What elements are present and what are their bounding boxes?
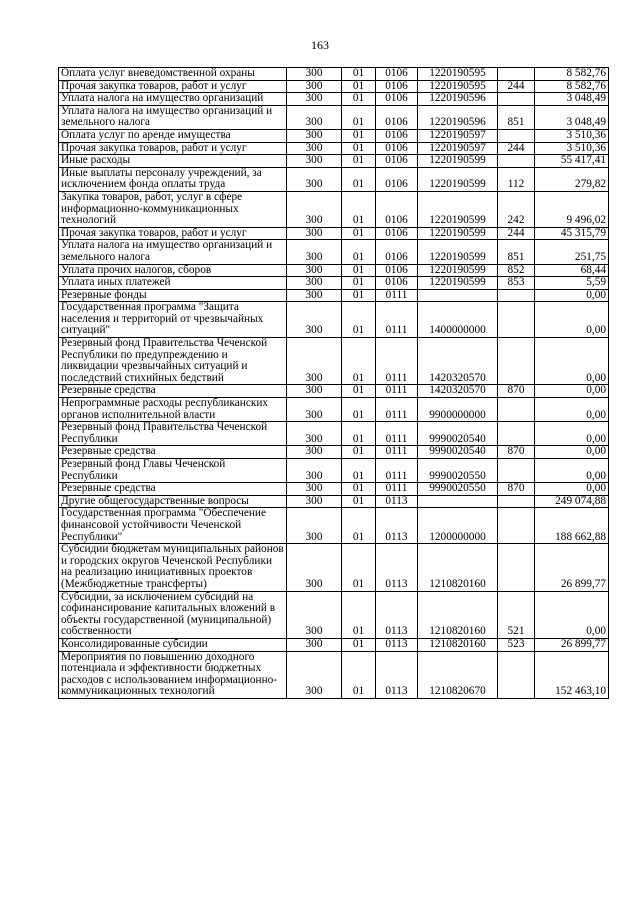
table-row <box>59 338 609 385</box>
section-code-cell: 01 <box>342 651 376 698</box>
target-item-code-cell <box>418 495 498 508</box>
table-row <box>59 191 609 227</box>
table-row <box>59 68 609 81</box>
ministry-code-cell: 300 <box>287 422 342 446</box>
amount-cell: 26 899,77 <box>535 544 609 591</box>
subsection-code-cell: 0106 <box>376 227 418 240</box>
subsection-code-cell: 0106 <box>376 240 418 264</box>
target-item-code-cell: 9990020540 <box>418 422 498 446</box>
ministry-code-cell: 300 <box>287 142 342 155</box>
ministry-code-cell: 300 <box>287 240 342 264</box>
subsection-code-cell: 0111 <box>376 422 418 446</box>
amount-cell: 249 074,88 <box>535 495 609 508</box>
expense-type-code-cell <box>498 459 535 483</box>
ministry-code-cell: 300 <box>287 591 342 638</box>
section-code-cell: 01 <box>342 93 376 106</box>
subsection-code-cell: 0106 <box>376 105 418 129</box>
expense-type-code-cell <box>498 302 535 338</box>
expense-type-code-cell: 244 <box>498 142 535 155</box>
table-row <box>59 227 609 240</box>
subsection-code-cell: 0111 <box>376 446 418 459</box>
section-code-cell: 01 <box>342 155 376 168</box>
table-row <box>59 446 609 459</box>
budget-table <box>58 67 609 699</box>
target-item-code-cell: 1210820160 <box>418 638 498 651</box>
expense-type-code-cell <box>498 651 535 698</box>
subsection-code-cell: 0111 <box>376 289 418 302</box>
ministry-code-cell: 300 <box>287 289 342 302</box>
table-row <box>59 93 609 106</box>
section-code-cell: 01 <box>342 385 376 398</box>
expense-type-code-cell: 853 <box>498 277 535 290</box>
subsection-code-cell: 0106 <box>376 191 418 227</box>
amount-cell: 3 048,49 <box>535 93 609 106</box>
section-code-cell: 01 <box>342 191 376 227</box>
expense-type-code-cell: 851 <box>498 240 535 264</box>
ministry-code-cell: 300 <box>287 338 342 385</box>
row-name-cell: Уплата прочих налогов, сборов <box>59 264 287 277</box>
section-code-cell: 01 <box>342 277 376 290</box>
amount-cell: 68,44 <box>535 264 609 277</box>
subsection-code-cell: 0106 <box>376 277 418 290</box>
section-code-cell: 01 <box>342 495 376 508</box>
row-name-cell: Резервный фонд Правительства Чеченской Республики по предупреждению и ликвидации чрезвычайных ситуаций и последствий стихийных бедствий <box>59 338 287 385</box>
target-item-code-cell: 9990020550 <box>418 483 498 496</box>
target-item-code-cell: 1220190597 <box>418 142 498 155</box>
row-name-cell: Прочая закупка товаров, работ и услуг <box>59 80 287 93</box>
subsection-code-cell: 0113 <box>376 508 418 544</box>
amount-cell: 3 510,36 <box>535 142 609 155</box>
table-row <box>59 289 609 302</box>
amount-cell: 26 899,77 <box>535 638 609 651</box>
table-row <box>59 264 609 277</box>
table-row <box>59 302 609 338</box>
amount-cell: 8 582,76 <box>535 68 609 81</box>
section-code-cell: 01 <box>342 591 376 638</box>
target-item-code-cell: 1220190599 <box>418 227 498 240</box>
ministry-code-cell: 300 <box>287 508 342 544</box>
row-name-cell: Государственная программа "Защита населения и территорий от чрезвычайных ситуаций" <box>59 302 287 338</box>
section-code-cell: 01 <box>342 338 376 385</box>
subsection-code-cell: 0111 <box>376 483 418 496</box>
expense-type-code-cell: 870 <box>498 483 535 496</box>
ministry-code-cell: 300 <box>287 638 342 651</box>
expense-type-code-cell: 870 <box>498 385 535 398</box>
target-item-code-cell: 1420320570 <box>418 338 498 385</box>
table-row <box>59 651 609 698</box>
ministry-code-cell: 300 <box>287 544 342 591</box>
target-item-code-cell: 9990020550 <box>418 459 498 483</box>
amount-cell: 0,00 <box>535 483 609 496</box>
subsection-code-cell: 0111 <box>376 338 418 385</box>
row-name-cell: Уплата налога на имущество организаций и земельного налога <box>59 105 287 129</box>
target-item-code-cell: 1220190596 <box>418 93 498 106</box>
subsection-code-cell: 0106 <box>376 80 418 93</box>
ministry-code-cell: 300 <box>287 227 342 240</box>
table-row <box>59 155 609 168</box>
row-name-cell: Резервные средства <box>59 446 287 459</box>
amount-cell: 188 662,88 <box>535 508 609 544</box>
amount-cell: 0,00 <box>535 385 609 398</box>
ministry-code-cell: 300 <box>287 155 342 168</box>
ministry-code-cell: 300 <box>287 651 342 698</box>
expense-type-code-cell <box>498 544 535 591</box>
amount-cell: 0,00 <box>535 398 609 422</box>
ministry-code-cell: 300 <box>287 446 342 459</box>
subsection-code-cell: 0106 <box>376 129 418 142</box>
subsection-code-cell: 0106 <box>376 93 418 106</box>
ministry-code-cell: 300 <box>287 129 342 142</box>
subsection-code-cell: 0106 <box>376 264 418 277</box>
section-code-cell: 01 <box>342 544 376 591</box>
expense-type-code-cell: 242 <box>498 191 535 227</box>
section-code-cell: 01 <box>342 446 376 459</box>
expense-type-code-cell <box>498 129 535 142</box>
subsection-code-cell: 0106 <box>376 68 418 81</box>
section-code-cell: 01 <box>342 483 376 496</box>
table-row <box>59 385 609 398</box>
section-code-cell: 01 <box>342 142 376 155</box>
section-code-cell: 01 <box>342 459 376 483</box>
ministry-code-cell: 300 <box>287 302 342 338</box>
table-row <box>59 495 609 508</box>
row-name-cell: Резервные средства <box>59 483 287 496</box>
ministry-code-cell: 300 <box>287 167 342 191</box>
target-item-code-cell: 1210820160 <box>418 544 498 591</box>
expense-type-code-cell <box>498 155 535 168</box>
row-name-cell: Уплата налога на имущество организаций и земельного налога <box>59 240 287 264</box>
target-item-code-cell: 1210820160 <box>418 591 498 638</box>
expense-type-code-cell: 523 <box>498 638 535 651</box>
expense-type-code-cell: 852 <box>498 264 535 277</box>
expense-type-code-cell <box>498 68 535 81</box>
table-row <box>59 459 609 483</box>
target-item-code-cell: 1220190599 <box>418 191 498 227</box>
ministry-code-cell: 300 <box>287 68 342 81</box>
amount-cell: 55 417,41 <box>535 155 609 168</box>
section-code-cell: 01 <box>342 68 376 81</box>
expense-type-code-cell: 244 <box>498 80 535 93</box>
row-name-cell: Субсидии бюджетам муниципальных районов и городских округов Чеченской Республики на реализацию инициативных проектов (Межбюджетные трансферты) <box>59 544 287 591</box>
target-item-code-cell <box>418 289 498 302</box>
row-name-cell: Непрограммные расходы республиканских органов исполнительной власти <box>59 398 287 422</box>
subsection-code-cell: 0111 <box>376 385 418 398</box>
target-item-code-cell: 1220190595 <box>418 68 498 81</box>
ministry-code-cell: 300 <box>287 483 342 496</box>
subsection-code-cell: 0113 <box>376 544 418 591</box>
table-row <box>59 167 609 191</box>
expense-type-code-cell <box>498 495 535 508</box>
table-row <box>59 240 609 264</box>
expense-type-code-cell <box>498 93 535 106</box>
subsection-code-cell: 0106 <box>376 167 418 191</box>
row-name-cell: Оплата услуг по аренде имущества <box>59 129 287 142</box>
subsection-code-cell: 0106 <box>376 142 418 155</box>
section-code-cell: 01 <box>342 240 376 264</box>
row-name-cell: Другие общегосударственные вопросы <box>59 495 287 508</box>
target-item-code-cell: 1220190599 <box>418 264 498 277</box>
row-name-cell: Резервный фонд Правительства Чеченской Республики <box>59 422 287 446</box>
expense-type-code-cell: 521 <box>498 591 535 638</box>
section-code-cell: 01 <box>342 638 376 651</box>
row-name-cell: Оплата услуг вневедомственной охраны <box>59 68 287 81</box>
amount-cell: 152 463,10 <box>535 651 609 698</box>
row-name-cell: Субсидии, за исключением субсидий на софинансирование капитальных вложений в объекты государственной (муниципальной) собственности <box>59 591 287 638</box>
section-code-cell: 01 <box>342 105 376 129</box>
row-name-cell: Уплата иных платежей <box>59 277 287 290</box>
expense-type-code-cell <box>498 422 535 446</box>
amount-cell: 251,75 <box>535 240 609 264</box>
target-item-code-cell: 1220190599 <box>418 167 498 191</box>
section-code-cell: 01 <box>342 289 376 302</box>
amount-cell: 3 048,49 <box>535 105 609 129</box>
table-row <box>59 544 609 591</box>
ministry-code-cell: 300 <box>287 277 342 290</box>
budget-table-body <box>59 68 609 699</box>
target-item-code-cell: 1210820670 <box>418 651 498 698</box>
amount-cell: 0,00 <box>535 591 609 638</box>
row-name-cell: Прочая закупка товаров, работ и услуг <box>59 142 287 155</box>
section-code-cell: 01 <box>342 227 376 240</box>
row-name-cell: Уплата налога на имущество организаций <box>59 93 287 106</box>
target-item-code-cell: 1420320570 <box>418 385 498 398</box>
target-item-code-cell: 1220190599 <box>418 240 498 264</box>
row-name-cell: Иные выплаты персоналу учреждений, за исключением фонда оплаты труда <box>59 167 287 191</box>
target-item-code-cell: 1220190599 <box>418 277 498 290</box>
row-name-cell: Резервный фонд Главы Чеченской Республики <box>59 459 287 483</box>
table-row <box>59 483 609 496</box>
expense-type-code-cell <box>498 289 535 302</box>
amount-cell: 5,59 <box>535 277 609 290</box>
subsection-code-cell: 0111 <box>376 459 418 483</box>
ministry-code-cell: 300 <box>287 264 342 277</box>
ministry-code-cell: 300 <box>287 398 342 422</box>
subsection-code-cell: 0113 <box>376 638 418 651</box>
section-code-cell: 01 <box>342 398 376 422</box>
row-name-cell: Консолидированные субсидии <box>59 638 287 651</box>
section-code-cell: 01 <box>342 129 376 142</box>
subsection-code-cell: 0111 <box>376 302 418 338</box>
section-code-cell: 01 <box>342 167 376 191</box>
amount-cell: 0,00 <box>535 422 609 446</box>
row-name-cell: Резервные фонды <box>59 289 287 302</box>
table-row <box>59 80 609 93</box>
table-row <box>59 129 609 142</box>
amount-cell: 3 510,36 <box>535 129 609 142</box>
expense-type-code-cell: 112 <box>498 167 535 191</box>
ministry-code-cell: 300 <box>287 495 342 508</box>
target-item-code-cell: 1220190596 <box>418 105 498 129</box>
table-row <box>59 508 609 544</box>
subsection-code-cell: 0113 <box>376 651 418 698</box>
amount-cell: 45 315,79 <box>535 227 609 240</box>
table-row <box>59 422 609 446</box>
table-row <box>59 105 609 129</box>
table-row <box>59 142 609 155</box>
expense-type-code-cell <box>498 508 535 544</box>
expense-type-code-cell <box>498 398 535 422</box>
table-row <box>59 591 609 638</box>
row-name-cell: Закупка товаров, работ, услуг в сфере информационно-коммуникационных технологий <box>59 191 287 227</box>
section-code-cell: 01 <box>342 508 376 544</box>
amount-cell: 9 496,02 <box>535 191 609 227</box>
ministry-code-cell: 300 <box>287 93 342 106</box>
row-name-cell: Мероприятия по повышению доходного потенциала и эффективности бюджетных расходов с использованием информационно-коммуникационных технологий <box>59 651 287 698</box>
amount-cell: 8 582,76 <box>535 80 609 93</box>
section-code-cell: 01 <box>342 422 376 446</box>
ministry-code-cell: 300 <box>287 459 342 483</box>
subsection-code-cell: 0111 <box>376 398 418 422</box>
section-code-cell: 01 <box>342 264 376 277</box>
target-item-code-cell: 1220190599 <box>418 155 498 168</box>
row-name-cell: Государственная программа "Обеспечение финансовой устойчивости Чеченской Республики" <box>59 508 287 544</box>
row-name-cell: Прочая закупка товаров, работ и услуг <box>59 227 287 240</box>
amount-cell: 0,00 <box>535 338 609 385</box>
table-row <box>59 638 609 651</box>
subsection-code-cell: 0106 <box>376 155 418 168</box>
expense-type-code-cell <box>498 338 535 385</box>
target-item-code-cell: 1400000000 <box>418 302 498 338</box>
target-item-code-cell: 1220190597 <box>418 129 498 142</box>
table-row <box>59 277 609 290</box>
expense-type-code-cell: 244 <box>498 227 535 240</box>
ministry-code-cell: 300 <box>287 191 342 227</box>
expense-type-code-cell: 851 <box>498 105 535 129</box>
target-item-code-cell: 9990020540 <box>418 446 498 459</box>
row-name-cell: Иные расходы <box>59 155 287 168</box>
expense-type-code-cell: 870 <box>498 446 535 459</box>
ministry-code-cell: 300 <box>287 105 342 129</box>
amount-cell: 0,00 <box>535 459 609 483</box>
subsection-code-cell: 0113 <box>376 495 418 508</box>
ministry-code-cell: 300 <box>287 80 342 93</box>
amount-cell: 279,82 <box>535 167 609 191</box>
section-code-cell: 01 <box>342 80 376 93</box>
page-number: 163 <box>311 38 329 52</box>
amount-cell: 0,00 <box>535 302 609 338</box>
target-item-code-cell: 1200000000 <box>418 508 498 544</box>
table-row <box>59 398 609 422</box>
row-name-cell: Резервные средства <box>59 385 287 398</box>
section-code-cell: 01 <box>342 302 376 338</box>
subsection-code-cell: 0113 <box>376 591 418 638</box>
ministry-code-cell: 300 <box>287 385 342 398</box>
target-item-code-cell: 9900000000 <box>418 398 498 422</box>
amount-cell: 0,00 <box>535 289 609 302</box>
target-item-code-cell: 1220190595 <box>418 80 498 93</box>
amount-cell: 0,00 <box>535 446 609 459</box>
